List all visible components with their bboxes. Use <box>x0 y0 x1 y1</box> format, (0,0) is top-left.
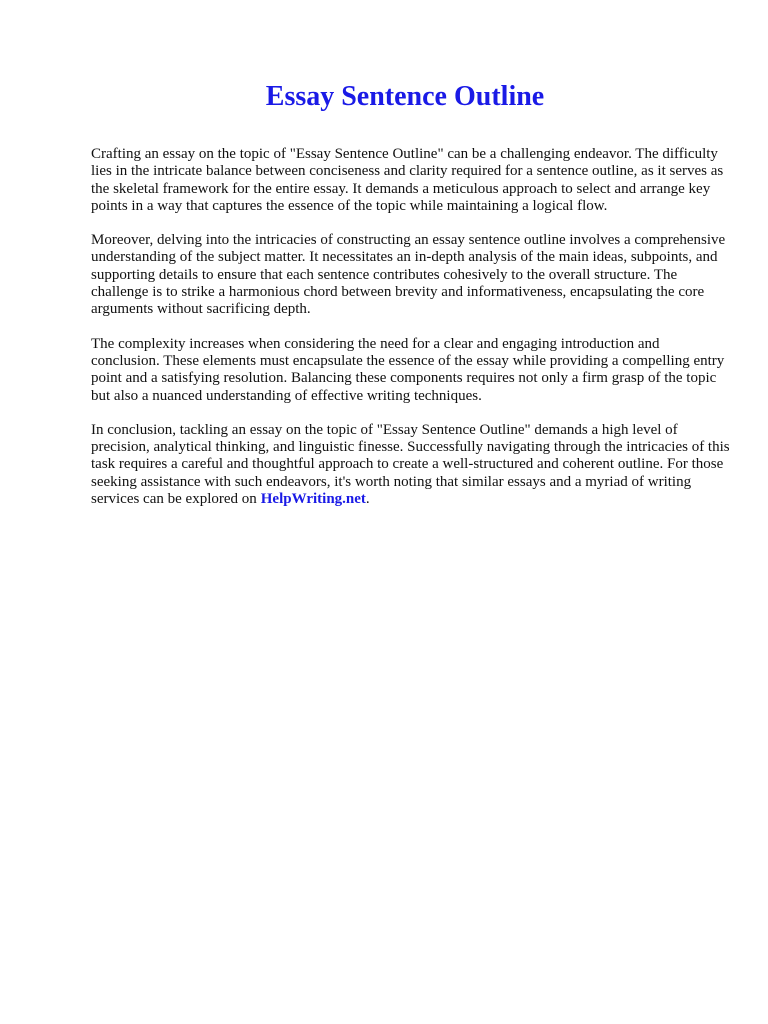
paragraph-4-period: . <box>365 491 370 508</box>
paragraph-4 <box>91 422 731 508</box>
essay-body <box>91 146 731 525</box>
paragraph-2: Moreover, delving into the intricacies of constructing an essay sentence outline involves a comprehensive understanding of the subject matter. It necessitates an in-depth analysis of the main ideas, subpoints, and supporting details to ensure that each sentence contributes cohesively to the overall structure. The challenge is to strike a harmonious chord between brevity and informativeness, encapsulating the core arguments without sacrificing depth. <box>91 232 726 318</box>
paragraph-4-text: In conclusion, tackling an essay on the topic of "Essay Sentence Outline" demands a high level of precision, analytical thinking, and linguistic finesse. Successfully navigating through the intricacies of this task requires a careful and thoughtful approach to create a well-structured and coherent outline. For those seeking assistance with such endeavors, it's worth noting that similar essays and a myriad of writing services can be explored on <box>91 421 730 508</box>
paragraph-1: Crafting an essay on the topic of "Essay Sentence Outline" can be a challenging endeavor. The difficulty lies in the intricate balance between conciseness and clarity required for a sentence outline, as it serves as the skeletal framework for the entire essay. It demands a meticulous approach to select and arrange key points in a way that captures the essence of the topic while maintaining a logical flow. <box>91 146 724 214</box>
page-title: Essay Sentence Outline <box>265 81 545 112</box>
helpwriting-link[interactable]: HelpWriting.net <box>260 491 366 508</box>
paragraph-3: The complexity increases when considering the need for a clear and engaging introduction and conclusion. These elements must encapsulate the essence of the essay while providing a compelling entry point and a satisfying resolution. Balancing these components requires not only a firm grasp of the topic but also a nuanced understanding of effective writing techniques. <box>91 335 725 404</box>
